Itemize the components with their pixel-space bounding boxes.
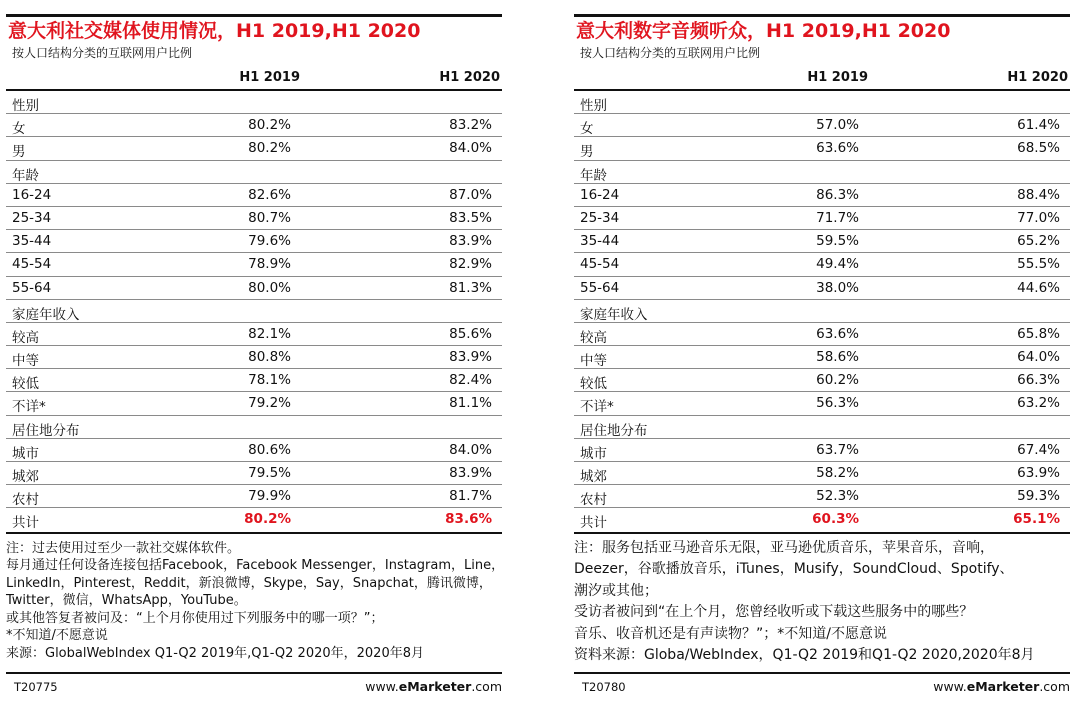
value-h1-2019: 58.2% bbox=[816, 465, 859, 481]
value-h1-2020: 82.9% bbox=[449, 256, 492, 273]
table-row bbox=[6, 137, 502, 160]
note-line: 注：服务包括亚马逊音乐无限，亚马逊优质音乐，苹果音乐，音响， bbox=[574, 539, 994, 556]
table-row bbox=[6, 485, 502, 508]
total-row bbox=[6, 508, 502, 531]
value-h1-2020: 83.9% bbox=[449, 349, 492, 366]
value-h1-2019: 56.3% bbox=[816, 395, 859, 412]
row-label: 不详* bbox=[580, 399, 614, 416]
note-line: Deezer，谷歌播放音乐，iTunes，Musify，SoundCloud、Spotify、 bbox=[574, 561, 1014, 578]
table-row bbox=[6, 392, 502, 415]
panel-title: 意大利社交媒体使用情况，H1 2019,H1 2020 bbox=[8, 20, 421, 42]
note-line: *不知道/不愿意说 bbox=[6, 628, 108, 644]
value-h1-2019: 60.2% bbox=[816, 372, 859, 389]
row-label: 城市 bbox=[580, 445, 607, 462]
row-label: 家庭年收入 bbox=[12, 306, 80, 323]
row-label: 共计 bbox=[12, 515, 39, 532]
value-h1-2020: 81.1% bbox=[449, 395, 492, 412]
section-header-row bbox=[574, 300, 1070, 323]
row-label: 中等 bbox=[12, 353, 39, 370]
row-label: 农村 bbox=[12, 492, 39, 509]
row-label: 性别 bbox=[580, 98, 607, 114]
note-line: 或其他答复者被问及：“上个月你使用过下列服务中的哪一项？”； bbox=[6, 610, 384, 626]
row-label: 性别 bbox=[12, 98, 39, 114]
table-row bbox=[574, 137, 1070, 160]
row-label: 16-24 bbox=[580, 186, 620, 203]
value-h1-2019: 79.5% bbox=[248, 465, 291, 481]
column-h1-2019: H1 2019 bbox=[239, 70, 300, 85]
value-h1-2020: 81.7% bbox=[449, 488, 492, 505]
row-label: 25-34 bbox=[12, 209, 52, 226]
chart-code: T20780 bbox=[582, 680, 626, 694]
row-label: 16-24 bbox=[12, 186, 52, 203]
row-label: 35-44 bbox=[12, 233, 52, 250]
value-h1-2019: 80.2% bbox=[248, 140, 291, 157]
value-h1-2020: 82.4% bbox=[449, 372, 492, 389]
table-row bbox=[574, 485, 1070, 508]
row-label: 55-64 bbox=[580, 279, 620, 296]
section-header-row bbox=[574, 416, 1070, 439]
value-h1-2019: 57.0% bbox=[816, 117, 859, 134]
row-label: 较高 bbox=[580, 329, 607, 346]
footer bbox=[6, 672, 502, 698]
value-h1-2019: 82.1% bbox=[248, 325, 291, 342]
row-label: 45-54 bbox=[12, 256, 52, 273]
value-h1-2020: 63.2% bbox=[1017, 395, 1060, 412]
note-line: 来源：GlobalWebIndex Q1-Q2 2019年,Q1-Q2 2020年，2020年8月 bbox=[6, 645, 424, 661]
table-row bbox=[574, 207, 1070, 230]
table-row bbox=[6, 369, 502, 392]
footer bbox=[574, 672, 1070, 698]
value-h1-2020: 44.6% bbox=[1017, 279, 1060, 296]
value-h1-2019: 63.6% bbox=[816, 325, 859, 342]
value-h1-2020: 65.1% bbox=[1013, 511, 1060, 528]
value-h1-2019: 60.3% bbox=[812, 511, 859, 528]
value-h1-2020: 55.5% bbox=[1017, 256, 1060, 273]
column-h1-2020: H1 2020 bbox=[1007, 70, 1068, 85]
value-h1-2019: 79.6% bbox=[248, 233, 291, 250]
value-h1-2020: 87.0% bbox=[449, 186, 492, 203]
table-row bbox=[6, 346, 502, 369]
note-line: 注：过去使用过至少一款社交媒体软件。 bbox=[6, 540, 241, 556]
emarketer-logo bbox=[933, 679, 1070, 694]
note-line: 受访者被问到“在上个月，您曾经收听或下载这些服务中的哪些？ bbox=[574, 604, 974, 621]
value-h1-2020: 83.2% bbox=[449, 117, 492, 134]
value-h1-2019: 78.9% bbox=[248, 256, 291, 273]
note-line: LinkedIn，Pinterest，Reddit，新浪微博，Skype，Say，Snapchat，腾讯微博， bbox=[6, 575, 492, 591]
logo-prefix: www. bbox=[933, 679, 967, 694]
value-h1-2019: 59.5% bbox=[816, 233, 859, 250]
table-row bbox=[574, 323, 1070, 346]
table-row bbox=[6, 462, 502, 485]
notes bbox=[6, 534, 505, 663]
emarketer-logo bbox=[365, 679, 502, 694]
logo-brand: eMarketer bbox=[398, 679, 472, 694]
value-h1-2019: 80.7% bbox=[248, 209, 291, 226]
logo-brand: eMarketer bbox=[966, 679, 1040, 694]
value-h1-2019: 80.2% bbox=[244, 511, 291, 528]
table-row bbox=[574, 392, 1070, 415]
note-line: 潮汐或其他； bbox=[574, 582, 658, 599]
table-row bbox=[6, 277, 502, 300]
row-label: 较高 bbox=[12, 329, 39, 346]
table-row bbox=[574, 462, 1070, 485]
value-h1-2020: 85.6% bbox=[449, 325, 492, 342]
value-h1-2020: 84.0% bbox=[449, 140, 492, 157]
value-h1-2019: 71.7% bbox=[816, 209, 859, 226]
row-label: 35-44 bbox=[580, 233, 620, 250]
table-row bbox=[6, 114, 502, 137]
value-h1-2020: 83.9% bbox=[449, 465, 492, 481]
value-h1-2020: 59.3% bbox=[1017, 488, 1060, 505]
value-h1-2019: 80.6% bbox=[248, 441, 291, 458]
row-label: 中等 bbox=[580, 353, 607, 370]
note-line: 音乐、收音机还是有声读物？”；*不知道/不愿意说 bbox=[574, 625, 887, 642]
row-label: 城郊 bbox=[12, 469, 39, 485]
row-label: 城市 bbox=[12, 445, 39, 462]
value-h1-2019: 80.2% bbox=[248, 117, 291, 134]
row-label: 25-34 bbox=[580, 209, 620, 226]
row-label: 45-54 bbox=[580, 256, 620, 273]
value-h1-2019: 82.6% bbox=[248, 186, 291, 203]
table-row bbox=[574, 439, 1070, 462]
value-h1-2019: 63.7% bbox=[816, 441, 859, 458]
value-h1-2019: 79.9% bbox=[248, 488, 291, 505]
value-h1-2020: 83.6% bbox=[445, 511, 492, 528]
value-h1-2019: 58.6% bbox=[816, 349, 859, 366]
table-row bbox=[574, 184, 1070, 207]
value-h1-2020: 88.4% bbox=[1017, 186, 1060, 203]
value-h1-2020: 65.8% bbox=[1017, 325, 1060, 342]
row-label: 家庭年收入 bbox=[580, 306, 648, 323]
value-h1-2020: 83.5% bbox=[449, 209, 492, 226]
data-table bbox=[574, 91, 1070, 534]
table-row bbox=[6, 323, 502, 346]
row-label: 城郊 bbox=[580, 469, 607, 485]
row-label: 女 bbox=[12, 121, 26, 138]
table-row bbox=[574, 277, 1070, 300]
chart-code: T20775 bbox=[14, 680, 58, 694]
value-h1-2019: 78.1% bbox=[248, 372, 291, 389]
data-table bbox=[6, 91, 502, 534]
row-label: 男 bbox=[580, 144, 594, 161]
table-row bbox=[6, 439, 502, 462]
social-media-panel bbox=[6, 14, 505, 698]
section-header-row bbox=[574, 91, 1070, 114]
panel-subtitle: 按人口结构分类的互联网用户比例 bbox=[580, 46, 761, 60]
value-h1-2020: 65.2% bbox=[1017, 233, 1060, 250]
value-h1-2019: 79.2% bbox=[248, 395, 291, 412]
section-header-row bbox=[6, 416, 502, 439]
row-label: 共计 bbox=[580, 515, 607, 532]
section-header-row bbox=[574, 161, 1070, 184]
logo-prefix: www. bbox=[365, 679, 399, 694]
logo-suffix: .com bbox=[471, 679, 502, 694]
table-row bbox=[6, 253, 502, 276]
row-label: 较低 bbox=[580, 376, 607, 393]
note-line: 每月通过任何设备连接包括Facebook，Facebook Messenger，Instagram，Line， bbox=[6, 558, 505, 574]
logo-suffix: .com bbox=[1039, 679, 1070, 694]
panel-subtitle: 按人口结构分类的互联网用户比例 bbox=[12, 46, 193, 60]
value-h1-2019: 63.6% bbox=[816, 140, 859, 157]
row-label: 年龄 bbox=[12, 167, 39, 184]
column-h1-2020: H1 2020 bbox=[439, 70, 500, 85]
section-header-row bbox=[6, 91, 502, 114]
value-h1-2020: 61.4% bbox=[1017, 117, 1060, 134]
table-row bbox=[574, 346, 1070, 369]
row-label: 农村 bbox=[580, 492, 607, 509]
value-h1-2020: 68.5% bbox=[1017, 140, 1060, 157]
digital-audio-panel bbox=[574, 14, 1070, 698]
row-label: 居住地分布 bbox=[580, 422, 648, 439]
value-h1-2020: 77.0% bbox=[1017, 209, 1060, 226]
value-h1-2020: 64.0% bbox=[1017, 349, 1060, 366]
value-h1-2019: 80.8% bbox=[248, 349, 291, 366]
value-h1-2019: 38.0% bbox=[816, 279, 859, 296]
section-header-row bbox=[6, 161, 502, 184]
value-h1-2020: 63.9% bbox=[1017, 465, 1060, 481]
row-label: 不详* bbox=[12, 399, 46, 416]
row-label: 居住地分布 bbox=[12, 422, 80, 439]
total-row bbox=[574, 508, 1070, 531]
value-h1-2020: 83.9% bbox=[449, 233, 492, 250]
row-label: 55-64 bbox=[12, 279, 52, 296]
table-row bbox=[6, 184, 502, 207]
table-row bbox=[574, 253, 1070, 276]
value-h1-2019: 80.0% bbox=[248, 279, 291, 296]
table-row bbox=[6, 207, 502, 230]
note-line: 资料来源：Globa/WebIndex，Q1-Q2 2019和Q1-Q2 2020,2020年8月 bbox=[574, 647, 1035, 664]
table-row bbox=[574, 369, 1070, 392]
value-h1-2020: 81.3% bbox=[449, 279, 492, 296]
row-label: 男 bbox=[12, 144, 26, 161]
table-row bbox=[574, 114, 1070, 137]
row-label: 年龄 bbox=[580, 167, 607, 184]
value-h1-2019: 52.3% bbox=[816, 488, 859, 505]
value-h1-2020: 67.4% bbox=[1017, 441, 1060, 458]
row-label: 女 bbox=[580, 121, 594, 138]
section-header-row bbox=[6, 300, 502, 323]
table-row bbox=[6, 230, 502, 253]
value-h1-2020: 66.3% bbox=[1017, 372, 1060, 389]
panel-title: 意大利数字音频听众，H1 2019,H1 2020 bbox=[576, 20, 951, 42]
table-row bbox=[574, 230, 1070, 253]
notes bbox=[574, 534, 1070, 667]
column-header bbox=[6, 63, 502, 91]
value-h1-2019: 86.3% bbox=[816, 186, 859, 203]
note-line: Twitter，微信，WhatsApp，YouTube。 bbox=[6, 593, 247, 609]
value-h1-2020: 84.0% bbox=[449, 441, 492, 458]
value-h1-2019: 49.4% bbox=[816, 256, 859, 273]
column-h1-2019: H1 2019 bbox=[807, 70, 868, 85]
column-header bbox=[574, 63, 1070, 91]
row-label: 较低 bbox=[12, 376, 39, 393]
